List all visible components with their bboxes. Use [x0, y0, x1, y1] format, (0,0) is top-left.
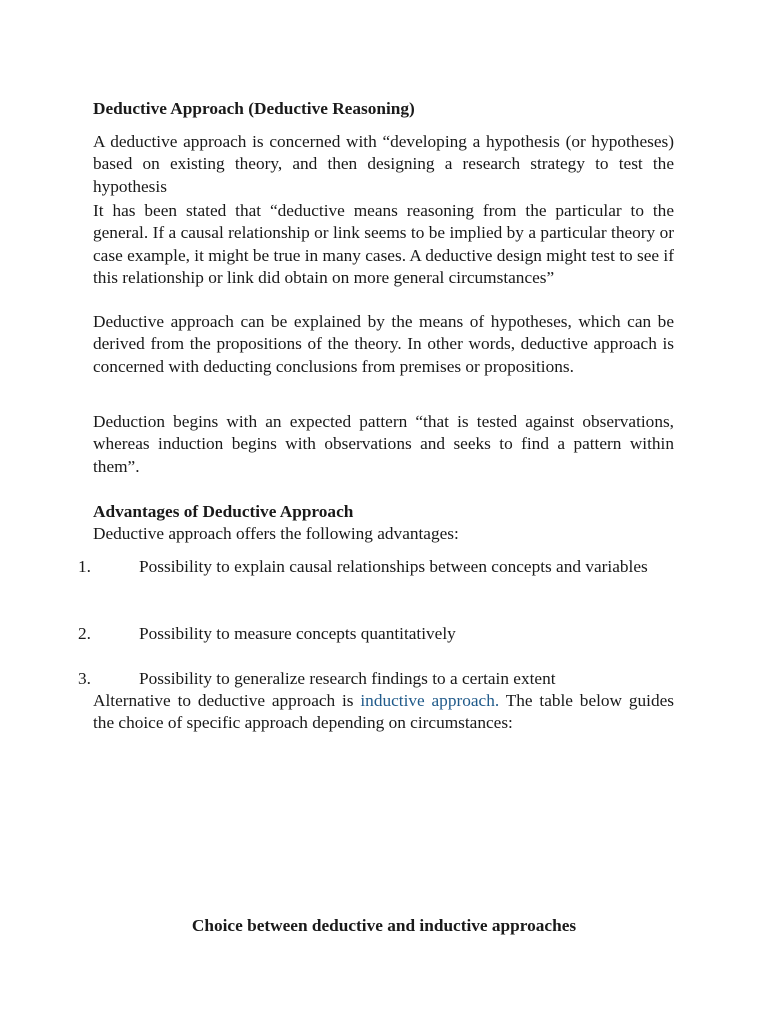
section-heading-deductive: Deductive Approach (Deductive Reasoning) [93, 99, 415, 118]
paragraph-alternative [93, 690, 674, 735]
paragraph-definition: A deductive approach is concerned with “developing a hypothesis (or hypotheses) based on existing theory, and then designing a research strategy to test the hypothesis [93, 132, 674, 196]
advantages-intro: Deductive approach offers the following advantages: [93, 524, 459, 543]
inductive-approach-link[interactable]: inductive approach. [360, 691, 500, 710]
table-caption: Choice between deductive and inductive approaches [191, 916, 577, 935]
list-item [78, 556, 674, 578]
section-heading-advantages: Advantages of Deductive Approach [93, 502, 354, 521]
alternative-text-before: Alternative to deductive approach is [93, 691, 361, 710]
list-item-number: 2. [78, 624, 91, 643]
paragraph-hypotheses: Deductive approach can be explained by the means of hypotheses, which can be derived from the propositions of the theory. In other words, deductive approach is concerned with deducting conclusions from premises or propositions. [93, 312, 674, 376]
alternative-text-after: The table below guides the choice of specific approach depending on circumstances: [93, 691, 674, 733]
paragraph-particular-to-general: It has been stated that “deductive means reasoning from the particular to the general. If a causal relationship or link seems to be implied by a particular theory or case example, it might be true in many cases. A deductive design might test to see if this relationship or link did obtain on more general circumstances” [93, 201, 674, 288]
list-item-text: Possibility to measure concepts quantitatively [139, 624, 456, 643]
list-item-number: 1. [78, 557, 91, 576]
list-item [78, 668, 674, 690]
list-item-text: Possibility to explain causal relationships between concepts and variables [139, 557, 648, 576]
list-item-text: Possibility to generalize research findings to a certain extent [139, 669, 556, 688]
list-item [78, 623, 674, 645]
list-item-number: 3. [78, 669, 91, 688]
paragraph-deduction-vs-induction: Deduction begins with an expected pattern “that is tested against observations, whereas induction begins with observations and seeks to find a pattern within them”. [93, 412, 674, 476]
